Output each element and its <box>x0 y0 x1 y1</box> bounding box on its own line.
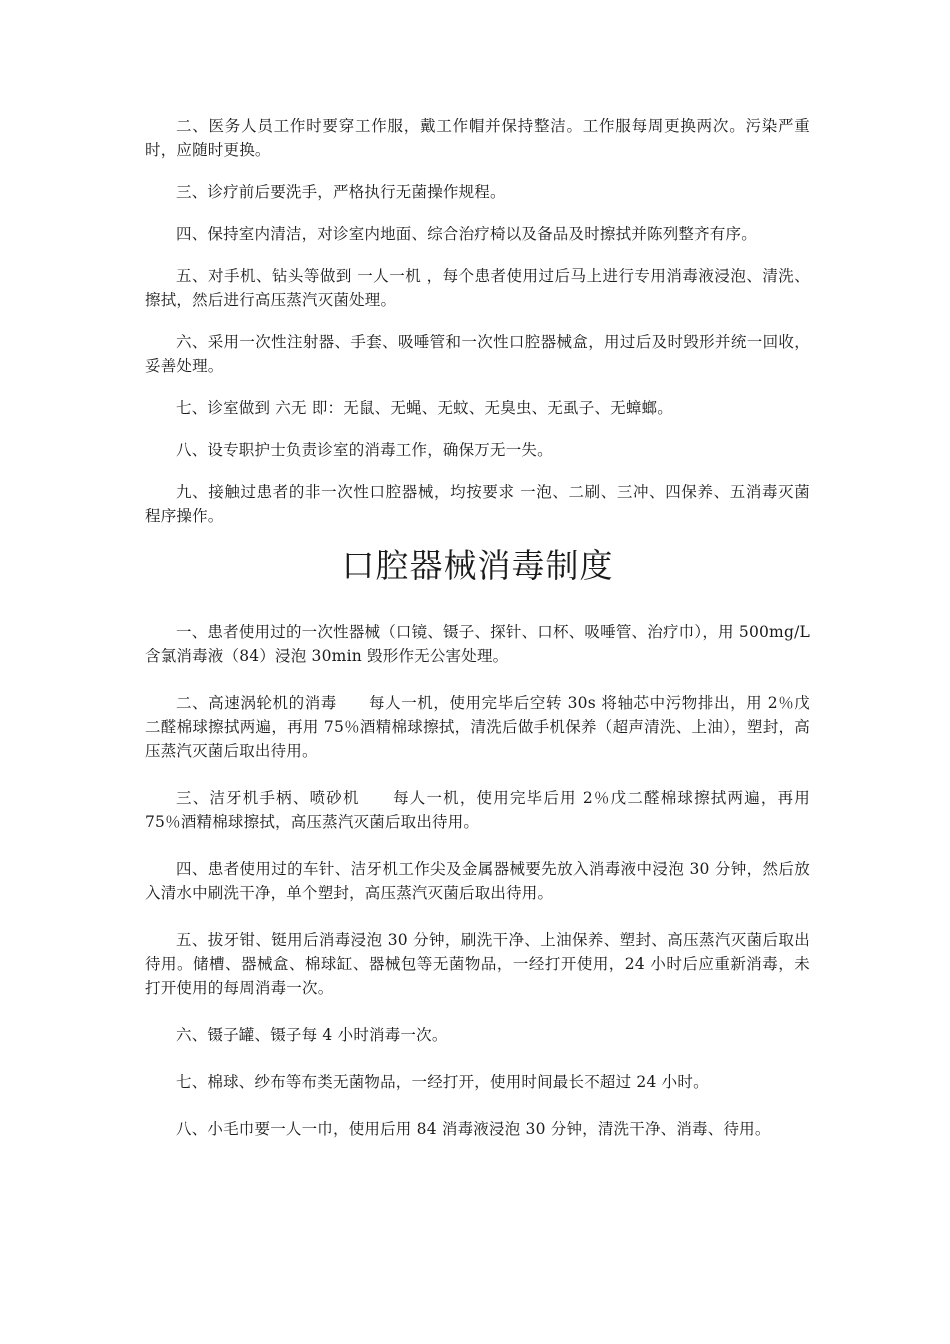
rule-paragraph: 二、医务人员工作时要穿工作服，戴工作帽并保持整洁。工作服每周更换两次。污染严重时，应随时更换。 <box>145 117 810 159</box>
rule-paragraph: 九、接触过患者的非一次性口腔器械，均按要求 一泡、二刷、三冲、四保养、五消毒灭菌 程序操作。 <box>145 483 810 525</box>
rule-paragraph: 一、患者使用过的一次性器械（口镜、镊子、探针、口杯、吸唾管、治疗巾），用 500mg/L 含氯消毒液（84）浸泡 30min 毁形作无公害处理。 <box>145 623 810 665</box>
rule-paragraph: 五、对手机、钻头等做到 一人一机 ，每个患者使用过后马上进行专用消毒液浸泡、清洗、擦拭，然后进行高压蒸汽灭菌处理。 <box>145 267 810 309</box>
rule-paragraph: 六、镊子罐、镊子每 4 小时消毒一次。 <box>176 1026 448 1044</box>
rule-paragraph: 六、采用一次性注射器、手套、吸唾管和一次性口腔器械盒，用过后及时毁形并统一回收，妥善处理。 <box>145 333 810 375</box>
rule-paragraph: 四、患者使用过的车针、洁牙机工作尖及金属器械要先放入消毒液中浸泡 30 分钟，然后放入清水中刷洗干净，单个塑封，高压蒸汽灭菌后取出待用。 <box>145 860 810 902</box>
rule-paragraph: 八、小毛巾要一人一巾，使用后用 84 消毒液浸泡 30 分钟，清洗干净、消毒、待用。 <box>176 1120 771 1138</box>
rule-paragraph: 二、高速涡轮机的消毒 每人一机，使用完毕后空转 30s 将轴芯中污物排出，用 2％戊二醛棉球擦拭两遍，再用 75％酒精棉球擦拭，清洗后做手机保养（超声清洗、上油），塑封，高压蒸汽灭菌后取出待用。 <box>145 694 810 760</box>
hygiene-rules-section <box>145 114 810 528</box>
rule-paragraph: 三、诊疗前后要洗手，严格执行无菌操作规程。 <box>176 183 506 201</box>
disinfection-rules-section <box>145 620 810 1141</box>
section-title: 口腔器械消毒制度 <box>341 546 614 585</box>
rule-paragraph: 四、保持室内清洁，对诊室内地面、综合治疗椅以及备品及时擦拭并陈列整齐有序。 <box>176 225 757 243</box>
rule-paragraph: 五、拔牙钳、铤用后消毒浸泡 30 分钟，刷洗干净、上油保养、塑封、高压蒸汽灭菌后取出待用。储槽、器械盒、棉球缸、器械包等无菌物品，一经打开使用，24 小时后应重新消毒，未打开使用的每周消毒一次。 <box>145 931 810 997</box>
rule-paragraph: 八、设专职护士负责诊室的消毒工作，确保万无一失。 <box>176 441 553 459</box>
document-page <box>145 114 810 1164</box>
rule-paragraph: 三、洁牙机手柄、喷砂机 每人一机，使用完毕后用 2％戊二醛棉球擦拭两遍，再用 75％酒精棉球擦拭，高压蒸汽灭菌后取出待用。 <box>145 789 810 831</box>
rule-paragraph: 七、棉球、纱布等布类无菌物品，一经打开，使用时间最长不超过 24 小时。 <box>176 1073 709 1091</box>
rule-paragraph: 七、诊室做到 六无 即：无鼠、无蝇、无蚊、无臭虫、无虱子、无蟑螂。 <box>176 399 673 417</box>
